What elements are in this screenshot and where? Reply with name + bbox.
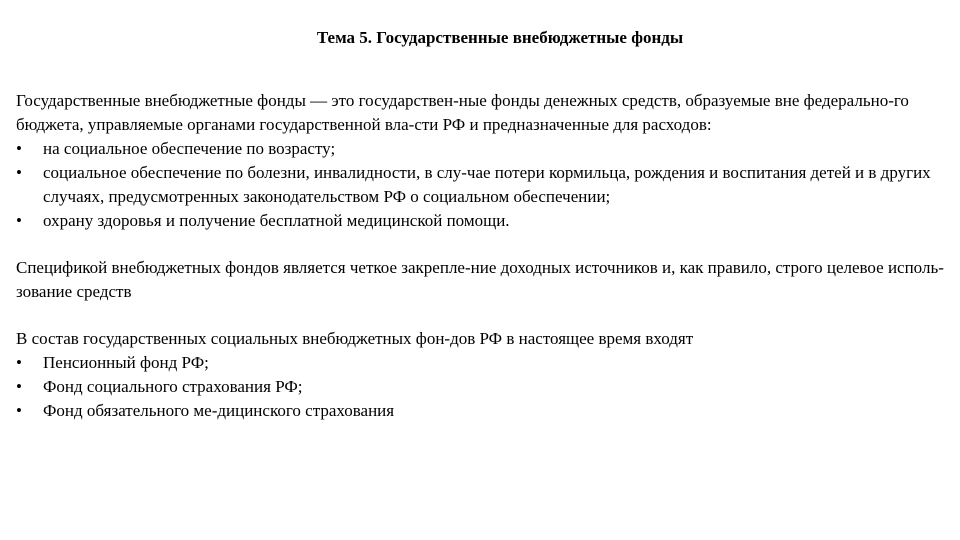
section1-list xyxy=(16,137,951,233)
section1-intro: Государственные внебюджетные фонды — это государствен-ные фонды денежных средств, образуемые вне федерально-го бюджета, управляемые органами государственной вла-сти РФ и предназначенные для расходов: xyxy=(16,91,909,134)
spacer xyxy=(16,304,951,327)
list-item xyxy=(16,161,951,209)
section3-intro: В состав государственных социальных внебюджетных фон-дов РФ в настоящее время входят xyxy=(16,329,694,348)
section3-list xyxy=(16,351,951,423)
bullet-icon: • xyxy=(16,353,22,372)
slide-title: Тема 5. Государственные внебюджетные фонды xyxy=(316,28,684,47)
list-item-text: Пенсионный фонд РФ; xyxy=(43,353,209,372)
list-item xyxy=(16,209,951,233)
bullet-icon: • xyxy=(16,377,22,396)
list-item-text: социальное обеспечение по болезни, инвалидности, в слу-чае потери кормильца, рождения и воспитания детей и в других случаях, предусмотренных законодательством РФ о социальном обеспечении; xyxy=(43,163,931,206)
list-item-text: Фонд социального страхования РФ; xyxy=(43,377,303,396)
list-item-text: Фонд обязательного ме-дицинского страхования xyxy=(43,401,395,420)
list-item xyxy=(16,137,951,161)
bullet-icon: • xyxy=(16,401,22,420)
bullet-icon: • xyxy=(16,139,22,158)
spacer xyxy=(16,233,951,256)
section2-text: Спецификой внебюджетных фондов является четкое закрепле-ние доходных источников и, как правило, строго целевое исполь-зование средств xyxy=(16,258,944,301)
list-item xyxy=(16,375,951,399)
list-item-text: на социальное обеспечение по возрасту; xyxy=(43,139,336,158)
list-item-text: охрану здоровья и получение бесплатной медицинской помощи. xyxy=(43,211,510,230)
list-item xyxy=(16,351,951,375)
bullet-icon: • xyxy=(16,211,22,230)
list-item xyxy=(16,399,951,423)
slide-body xyxy=(16,89,951,423)
bullet-icon: • xyxy=(16,163,22,182)
